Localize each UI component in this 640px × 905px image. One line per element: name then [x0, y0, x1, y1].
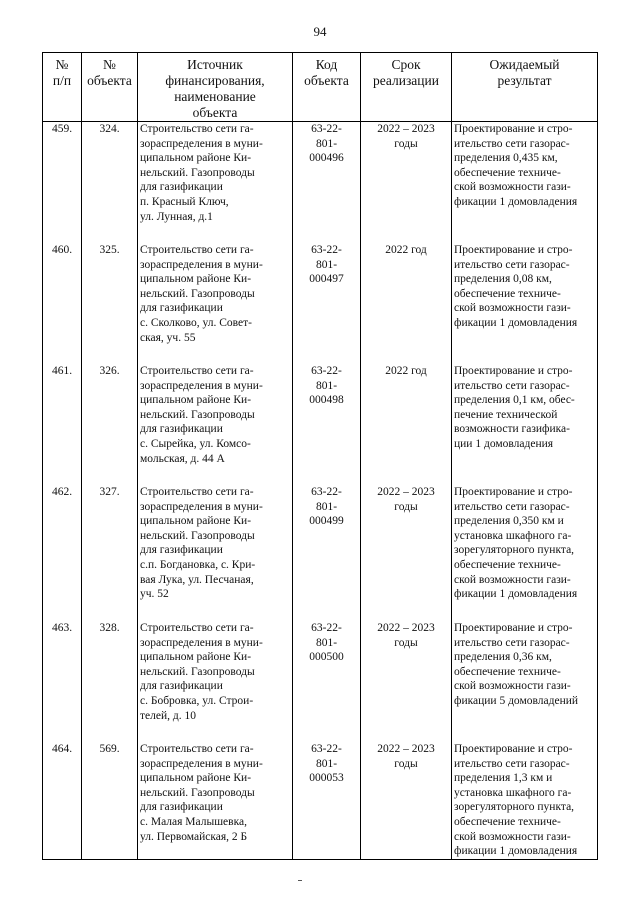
row-code [293, 485, 361, 621]
row-result [452, 742, 598, 859]
text-line: ительство сети газорас- [454, 258, 570, 271]
text-line: 63-22- [311, 622, 342, 634]
text-line: 2022 – 2023 [377, 622, 435, 634]
row-period [361, 364, 452, 485]
text-line: обеспечение техниче- [454, 815, 561, 828]
text-line: фикации 1 домовладения [454, 845, 578, 858]
text-line: нельский. Газопроводы [140, 408, 255, 421]
text-line: с. Малая Малышевка, [140, 815, 247, 828]
row-result [452, 621, 598, 742]
text-line: № [103, 57, 116, 72]
row-object-number: 325. [82, 243, 138, 364]
text-line: годы [394, 500, 418, 513]
text-line: п. Красный Ключ, [140, 195, 229, 208]
text-line: 000498 [309, 394, 344, 407]
row-num: 463. [43, 621, 82, 742]
text-line: 000053 [309, 772, 344, 785]
text-line: зорегуляторного пункта, [454, 801, 575, 814]
text-line: Строительство сети га- [140, 486, 254, 498]
row-code [293, 742, 361, 859]
text-line: ская, уч. 55 [140, 331, 196, 344]
text-line: Строительство сети га- [140, 365, 254, 377]
header-num [43, 53, 82, 122]
text-line: объекта [192, 105, 238, 120]
header-period [361, 53, 452, 122]
text-line: 000499 [309, 515, 344, 528]
page-number: 94 [313, 24, 327, 39]
table-row [43, 621, 598, 742]
text-line: 801- [315, 636, 338, 649]
text-line: установка шкафного га- [454, 529, 572, 542]
table-row [43, 122, 598, 244]
text-line: годы [394, 137, 418, 150]
text-line: ской возможности гази- [454, 680, 571, 693]
text-line: 801- [315, 500, 338, 513]
text-line: 63-22- [311, 244, 342, 256]
text-line: ципальном районе Ки- [140, 515, 252, 528]
text-line: зораспределения в муни- [140, 757, 263, 770]
text-line: зораспределения в муни- [140, 137, 263, 150]
row-num: 464. [43, 742, 82, 859]
text-line: 2022 – 2023 [377, 743, 435, 755]
text-line: Проектирование и стро- [454, 365, 573, 377]
text-line: 2022 год [385, 244, 427, 256]
text-line: уч. 52 [140, 588, 169, 601]
text-line: возможности газифика- [454, 423, 570, 436]
projects-table [42, 52, 598, 860]
text-line: 000497 [309, 273, 344, 286]
row-source [138, 621, 293, 742]
table-row [43, 742, 598, 859]
text-line: годы [394, 636, 418, 649]
text-line: пределения 0,08 км, [454, 273, 552, 286]
text-line: № [55, 57, 69, 72]
text-line: результат [497, 73, 552, 88]
text-line: 63-22- [311, 123, 342, 135]
text-line: 63-22- [311, 486, 342, 498]
text-line: Строительство сети га- [140, 743, 254, 755]
text-line: фикации 1 домовладения [454, 316, 578, 329]
text-line: с.п. Богдановка, с. Кри- [140, 558, 256, 571]
row-code [293, 621, 361, 742]
table-row [43, 364, 598, 485]
row-source [138, 122, 293, 244]
row-period [361, 243, 452, 364]
text-line: 2022 – 2023 [377, 123, 435, 135]
row-source [138, 742, 293, 859]
row-source [138, 364, 293, 485]
text-line: Проектирование и стро- [454, 486, 573, 498]
text-line: зораспределения в муни- [140, 379, 263, 392]
text-line: Проектирование и стро- [454, 622, 573, 634]
text-line: пределения 1,3 км и [454, 772, 553, 785]
row-period [361, 621, 452, 742]
text-line: зорегуляторного пункта, [454, 544, 575, 557]
text-line: 801- [315, 258, 338, 271]
row-result [452, 243, 598, 364]
text-line: 801- [315, 379, 338, 392]
text-line: нельский. Газопроводы [140, 166, 255, 179]
text-line: зораспределения в муни- [140, 258, 263, 271]
text-line: установка шкафного га- [454, 786, 572, 799]
row-object-number: 326. [82, 364, 138, 485]
text-line: 000500 [309, 651, 344, 664]
text-line: ципальном районе Ки- [140, 273, 252, 286]
text-line: обеспечение техниче- [454, 558, 561, 571]
text-line: ципальном районе Ки- [140, 772, 252, 785]
row-result [452, 485, 598, 621]
text-line: фикации 1 домовладения [454, 588, 578, 601]
text-line: ской возможности гази- [454, 830, 571, 843]
text-line: для газификации [140, 801, 223, 814]
text-line: для газификации [140, 181, 223, 194]
text-line: телей, д. 10 [140, 709, 196, 722]
text-line: Срок [391, 57, 421, 72]
row-object-number: 324. [82, 122, 138, 244]
row-num: 459. [43, 122, 82, 244]
text-line: реализации [373, 73, 439, 88]
text-line: обеспечение техниче- [454, 166, 561, 179]
text-line: фикации 1 домовладения [454, 195, 578, 208]
text-line: ительство сети газорас- [454, 757, 570, 770]
table-row [43, 243, 598, 364]
row-object-number: 327. [82, 485, 138, 621]
text-line: нельский. Газопроводы [140, 665, 255, 678]
row-object-number: 328. [82, 621, 138, 742]
text-line: ской возможности гази- [454, 181, 571, 194]
text-line: ской возможности гази- [454, 573, 571, 586]
text-line: для газификации [140, 423, 223, 436]
scan-mark [298, 880, 302, 881]
text-line: ципальном районе Ки- [140, 394, 252, 407]
text-line: Код [315, 57, 338, 72]
text-line: с. Сырейка, ул. Комсо- [140, 437, 251, 450]
text-line: Строительство сети га- [140, 622, 254, 634]
text-line: объекта [304, 73, 349, 88]
text-line: 801- [315, 137, 338, 150]
text-line: 63-22- [311, 365, 342, 377]
text-line: ительство сети газорас- [454, 500, 570, 513]
text-line: для газификации [140, 680, 223, 693]
text-line: 000496 [309, 152, 344, 165]
text-line: с. Сколково, ул. Совет- [140, 316, 252, 329]
text-line: с. Бобровка, ул. Строи- [140, 694, 254, 707]
row-source [138, 485, 293, 621]
text-line: пределения 0,36 км, [454, 651, 552, 664]
row-result [452, 364, 598, 485]
text-line: обеспечение техниче- [454, 287, 561, 300]
row-num: 460. [43, 243, 82, 364]
row-num: 461. [43, 364, 82, 485]
header-result [452, 53, 598, 122]
text-line: ципальном районе Ки- [140, 651, 252, 664]
text-line: фикации 5 домовладений [454, 694, 579, 707]
text-line: ительство сети газорас- [454, 379, 570, 392]
row-num: 462. [43, 485, 82, 621]
text-line: печение технической [454, 408, 558, 421]
text-line: Проектирование и стро- [454, 123, 573, 135]
text-line: ской возможности гази- [454, 302, 571, 315]
text-line: для газификации [140, 544, 223, 557]
text-line: мольская, д. 44 А [140, 452, 225, 465]
row-period [361, 122, 452, 244]
text-line: ципальном районе Ки- [140, 152, 252, 165]
text-line: наименование [174, 89, 256, 104]
header-source [138, 53, 293, 122]
text-line: ции 1 домовладения [454, 437, 554, 450]
text-line: нельский. Газопроводы [140, 786, 255, 799]
text-line: ительство сети газорас- [454, 137, 570, 150]
text-line: ул. Первомайская, 2 Б [140, 830, 248, 843]
row-object-number: 569. [82, 742, 138, 859]
text-line: Источник [187, 57, 243, 72]
text-line: пределения 0,1 км, обес- [454, 394, 575, 407]
text-line: 63-22- [311, 743, 342, 755]
text-line: Проектирование и стро- [454, 743, 573, 755]
text-line: объекта [87, 73, 132, 88]
text-line: финансирования, [165, 73, 265, 88]
text-line: зораспределения в муни- [140, 500, 263, 513]
row-result [452, 122, 598, 244]
row-code [293, 364, 361, 485]
row-code [293, 122, 361, 244]
text-line: Ожидаемый [489, 57, 560, 72]
text-line: зораспределения в муни- [140, 636, 263, 649]
text-line: нельский. Газопроводы [140, 529, 255, 542]
text-line: для газификации [140, 302, 223, 315]
text-line: годы [394, 757, 418, 770]
text-line: ительство сети газорас- [454, 636, 570, 649]
text-line: ул. Лунная, д.1 [140, 210, 213, 223]
text-line: Строительство сети га- [140, 244, 254, 256]
text-line: нельский. Газопроводы [140, 287, 255, 300]
row-code [293, 243, 361, 364]
text-line: пределения 0,350 км и [454, 515, 564, 528]
table-header-row [43, 53, 598, 122]
row-period [361, 485, 452, 621]
text-line: Строительство сети га- [140, 123, 254, 135]
text-line: обеспечение техниче- [454, 665, 561, 678]
row-source [138, 243, 293, 364]
text-line: Проектирование и стро- [454, 244, 573, 256]
text-line: п/п [52, 73, 72, 88]
header-code [293, 53, 361, 122]
row-period [361, 742, 452, 859]
text-line: 801- [315, 757, 338, 770]
header-object-number [82, 53, 138, 122]
table-row [43, 485, 598, 621]
text-line: 2022 – 2023 [377, 486, 435, 498]
text-line: вая Лука, ул. Песчаная, [140, 573, 254, 586]
text-line: 2022 год [385, 365, 427, 377]
text-line: пределения 0,435 км, [454, 152, 558, 165]
